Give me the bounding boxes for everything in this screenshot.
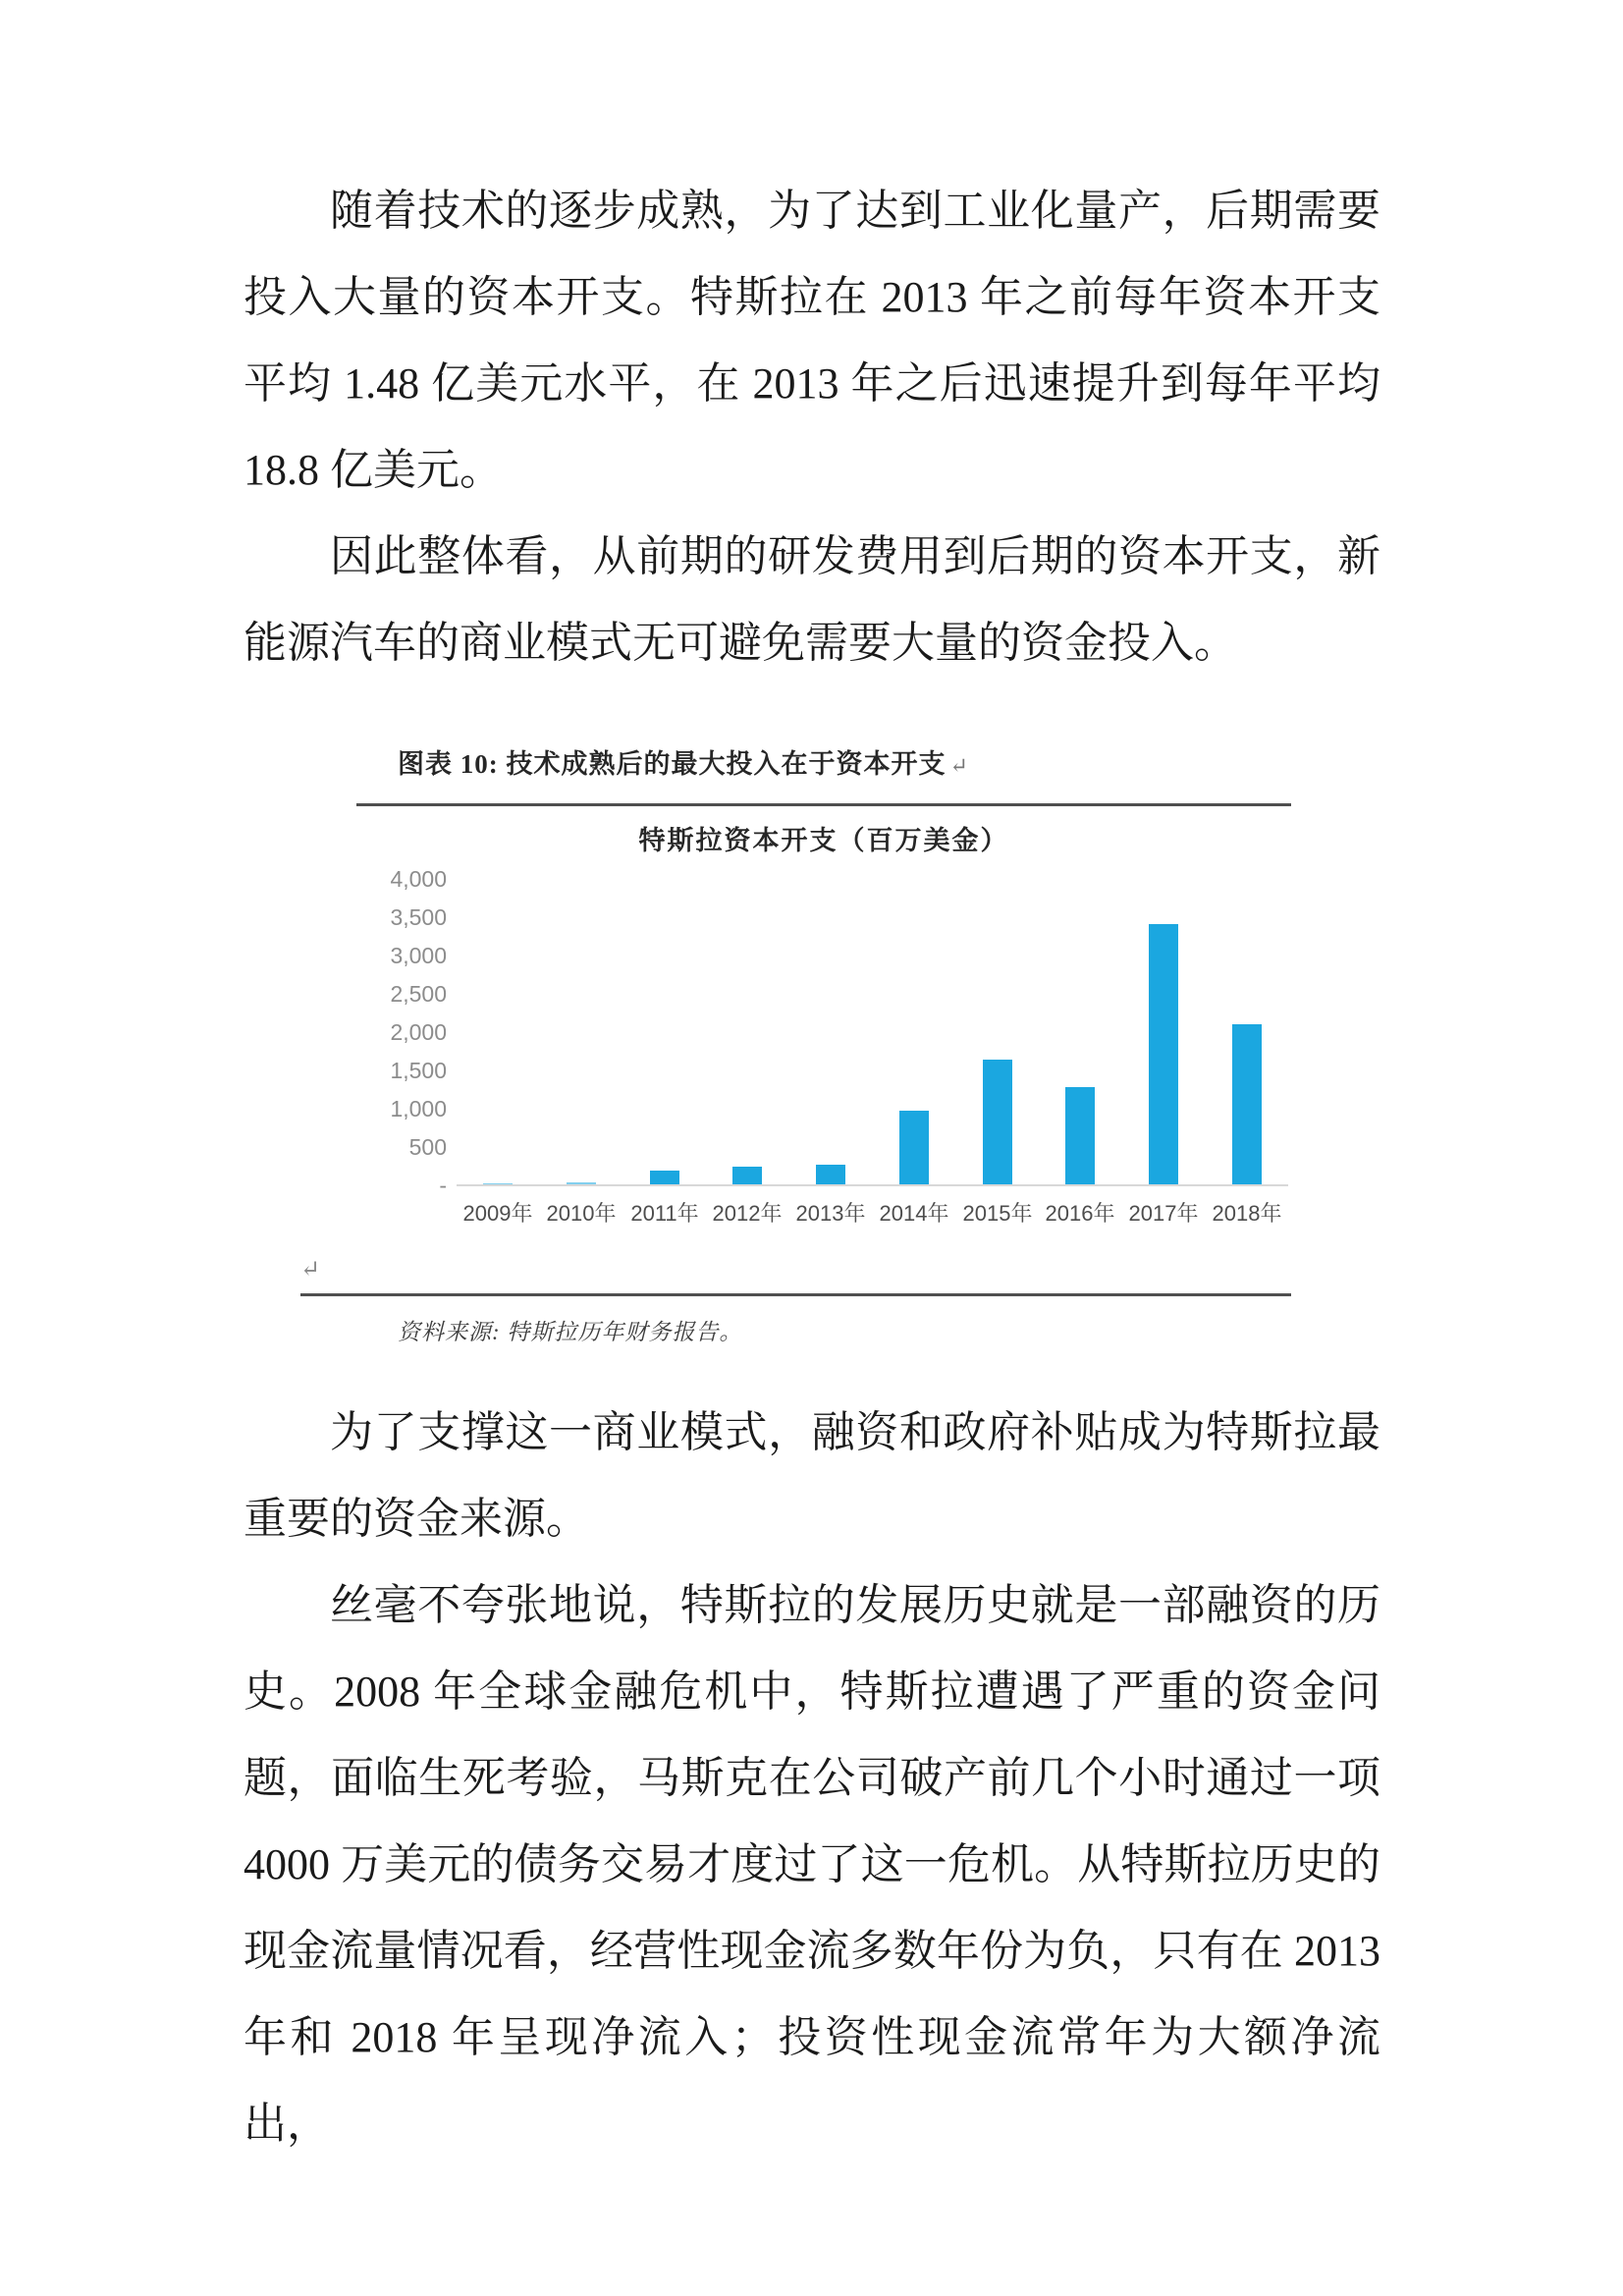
y-tick-label: 1,000: [390, 1096, 447, 1121]
bar-2011年: [650, 1171, 679, 1185]
bar-2015年: [983, 1060, 1012, 1185]
y-tick-label: 1,500: [390, 1058, 447, 1083]
chart-title: 特斯拉资本开支（百万美金）: [638, 826, 1009, 855]
chart-y-axis: [356, 865, 447, 1211]
paragraph-capex-intro: 随着技术的逐步成熟，为了达到工业化量产，后期需要投入大量的资本开支。特斯拉在 2013 年之前每年资本开支平均 1.48 亿美元水平，在 2013 年之后迅速提升到每年平均 18.8 亿美元。: [243, 187, 1380, 494]
y-tick-label: 2,500: [390, 981, 447, 1007]
y-tick-label: 500: [408, 1134, 447, 1160]
bar-2012年: [732, 1167, 762, 1185]
figure-caption-text: 图表 10: 技术成熟后的最大投入在于资本开支: [398, 749, 947, 779]
figure-bottom-border: [300, 1293, 1291, 1296]
return-mark-icon: ↵: [300, 1257, 321, 1283]
x-tick-label: 2009年: [462, 1201, 533, 1226]
x-tick-label: 2010年: [546, 1201, 617, 1226]
x-tick-label: 2014年: [879, 1201, 949, 1226]
y-tick-label: 2,000: [390, 1019, 447, 1045]
x-tick-label: 2018年: [1212, 1201, 1282, 1226]
x-tick-label: 2016年: [1045, 1201, 1115, 1226]
return-mark-icon: ↵: [949, 753, 969, 778]
y-tick-label: 3,500: [390, 904, 447, 930]
paragraph-business-model: 因此整体看，从前期的研发费用到后期的资本开支，新能源汽车的商业模式无可避免需要大量的资金投入。: [243, 532, 1380, 667]
x-tick-label: 2012年: [712, 1201, 783, 1226]
bar-2016年: [1065, 1087, 1095, 1185]
x-tick-label: 2011年: [630, 1201, 699, 1226]
y-tick-label: 3,000: [390, 943, 447, 968]
paragraph-financing-history: 丝毫不夸张地说，特斯拉的发展历史就是一部融资的历史。2008 年全球金融危机中，特斯拉遭遇了严重的资金问题，面临生死考验，马斯克在公司破产前几个小时通过一项 4000 万美元的债务交易才度过了这一危机。从特斯拉历史的现金流量情况看，经营性现金流多数年份为负，只有在 2013 年和 2018 年呈现净流入；投资性现金流常年为大额净流出，: [243, 1581, 1380, 2148]
bar-2014年: [899, 1111, 929, 1185]
paragraph-funding-sources: 为了支撑这一商业模式，融资和政府补贴成为特斯拉最重要的资金来源。: [243, 1408, 1380, 1543]
figure-caption: [398, 744, 969, 786]
x-tick-label: 2013年: [795, 1201, 866, 1226]
bar-2013年: [816, 1165, 845, 1185]
x-tick-label: 2015年: [962, 1201, 1033, 1226]
figure-source: 资料来源: 特斯拉历年财务报告。: [398, 1320, 743, 1344]
chart-x-axis-line: [457, 1184, 1288, 1186]
bar-2018年: [1232, 1024, 1262, 1185]
y-tick-label: 4,000: [390, 866, 447, 892]
figure-top-border: [356, 803, 1291, 806]
bar-2017年: [1149, 924, 1178, 1185]
y-tick-label: -: [439, 1173, 447, 1198]
chart-plot-area: [457, 879, 1288, 1185]
x-tick-label: 2017年: [1128, 1201, 1199, 1226]
chart-x-axis: [457, 1199, 1288, 1229]
